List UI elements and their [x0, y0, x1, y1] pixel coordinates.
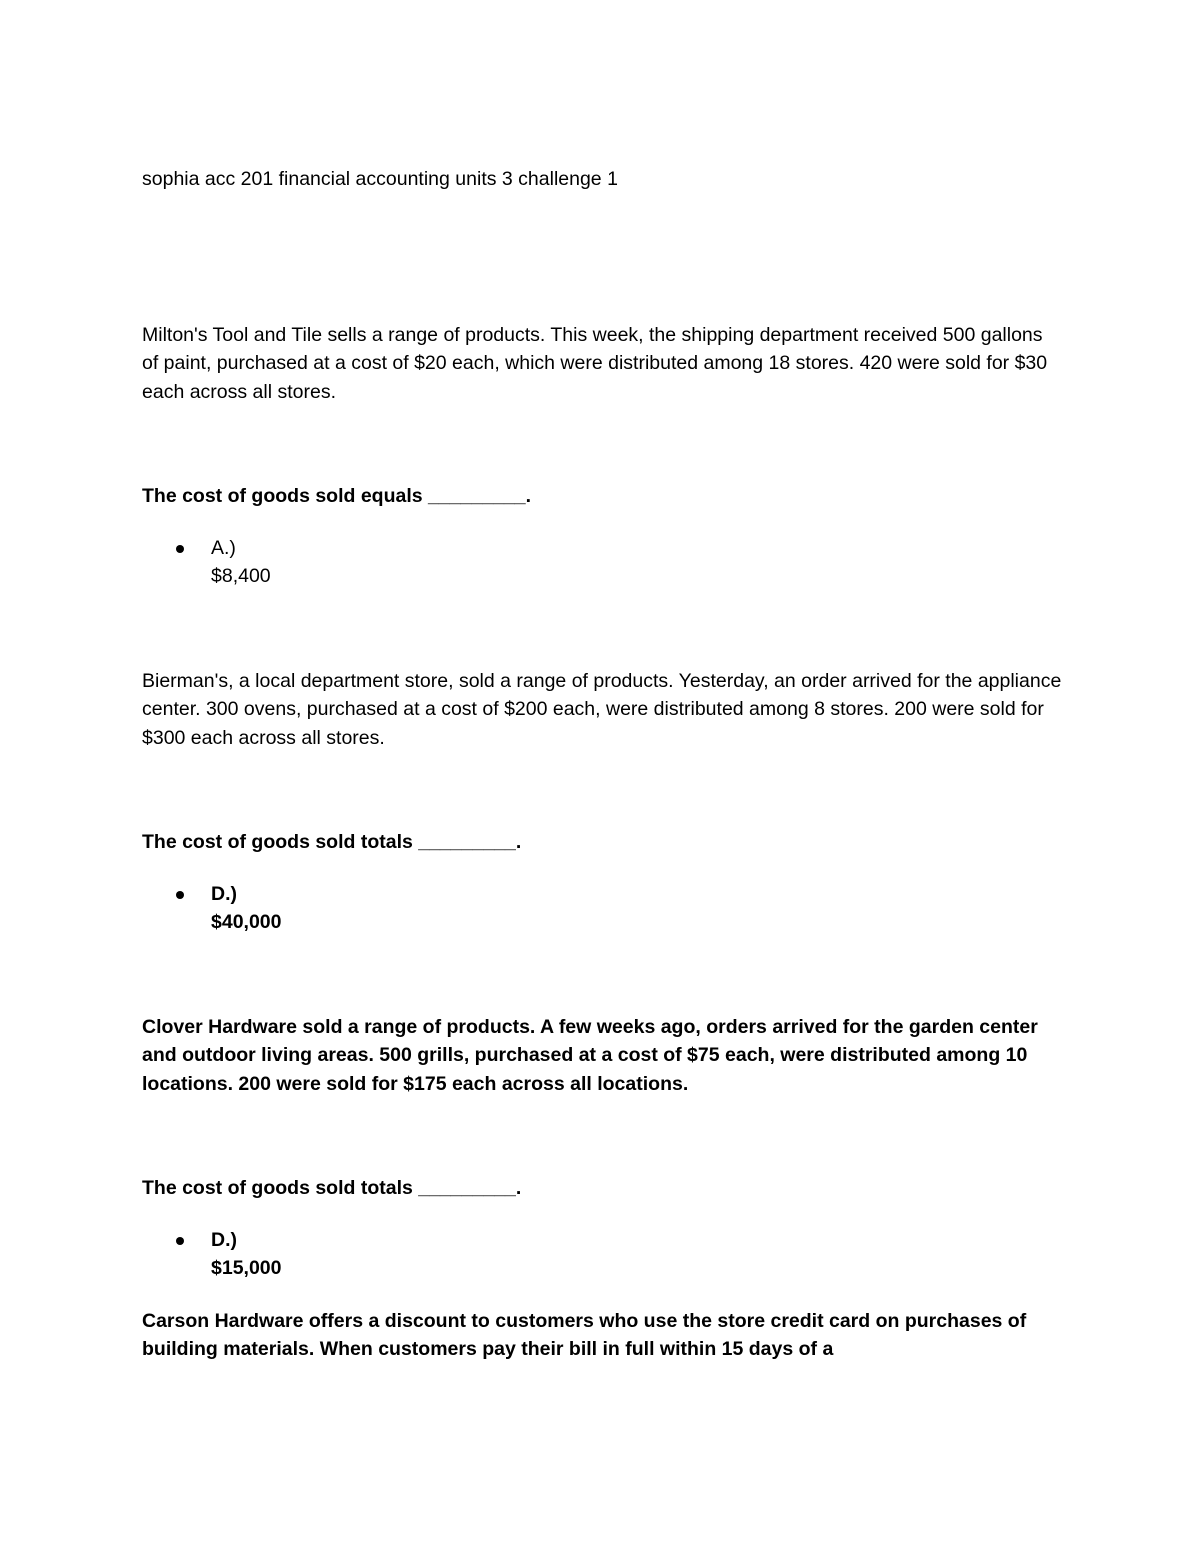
question-3-scenario: Clover Hardware sold a range of products. A few weeks ago, orders arrived for the garden center and outdoor living areas. 500 grills, purchased at a cost of $75 each, were distributed among 10 locations. 200 were sold for $175 each across all locations.	[142, 1016, 1038, 1095]
question-3-answer-letter: D.)	[211, 1229, 237, 1251]
bullet-icon	[176, 545, 184, 553]
question-3-answer	[176, 1226, 876, 1283]
question-2-prompt: The cost of goods sold totals _________.	[142, 831, 522, 853]
question-4-scenario: Carson Hardware offers a discount to customers who use the store credit card on purchases of building materials. When customers pay their bill in full within 15 days of a	[142, 1310, 1027, 1361]
bullet-icon	[176, 891, 184, 899]
question-3-answer-value: $15,000	[211, 1257, 282, 1280]
question-2-answer-value: $40,000	[211, 911, 282, 934]
question-1-answer-letter: A.)	[211, 537, 236, 559]
question-2-answer	[176, 880, 876, 937]
question-1-scenario: Milton's Tool and Tile sells a range of products. This week, the shipping department received 500 gallons of paint, purchased at a cost of $20 each, which were distributed among 18 stores. 420 were sold for $30 each across all stores.	[142, 324, 1048, 403]
question-1-answer-value: $8,400	[211, 565, 271, 588]
question-2-answer-letter: D.)	[211, 883, 237, 905]
question-3-prompt: The cost of goods sold totals _________.	[142, 1177, 522, 1199]
bullet-icon	[176, 1237, 184, 1245]
document-title: sophia acc 201 financial accounting units 3 challenge 1	[142, 168, 618, 190]
question-2-scenario: Bierman's, a local department store, sold a range of products. Yesterday, an order arrived for the appliance center. 300 ovens, purchased at a cost of $200 each, were distributed among 8 stores. 200 were sold for $300 each across all stores.	[142, 670, 1062, 749]
question-1-prompt: The cost of goods sold equals _________.	[142, 485, 532, 507]
question-1-answer	[176, 534, 876, 591]
